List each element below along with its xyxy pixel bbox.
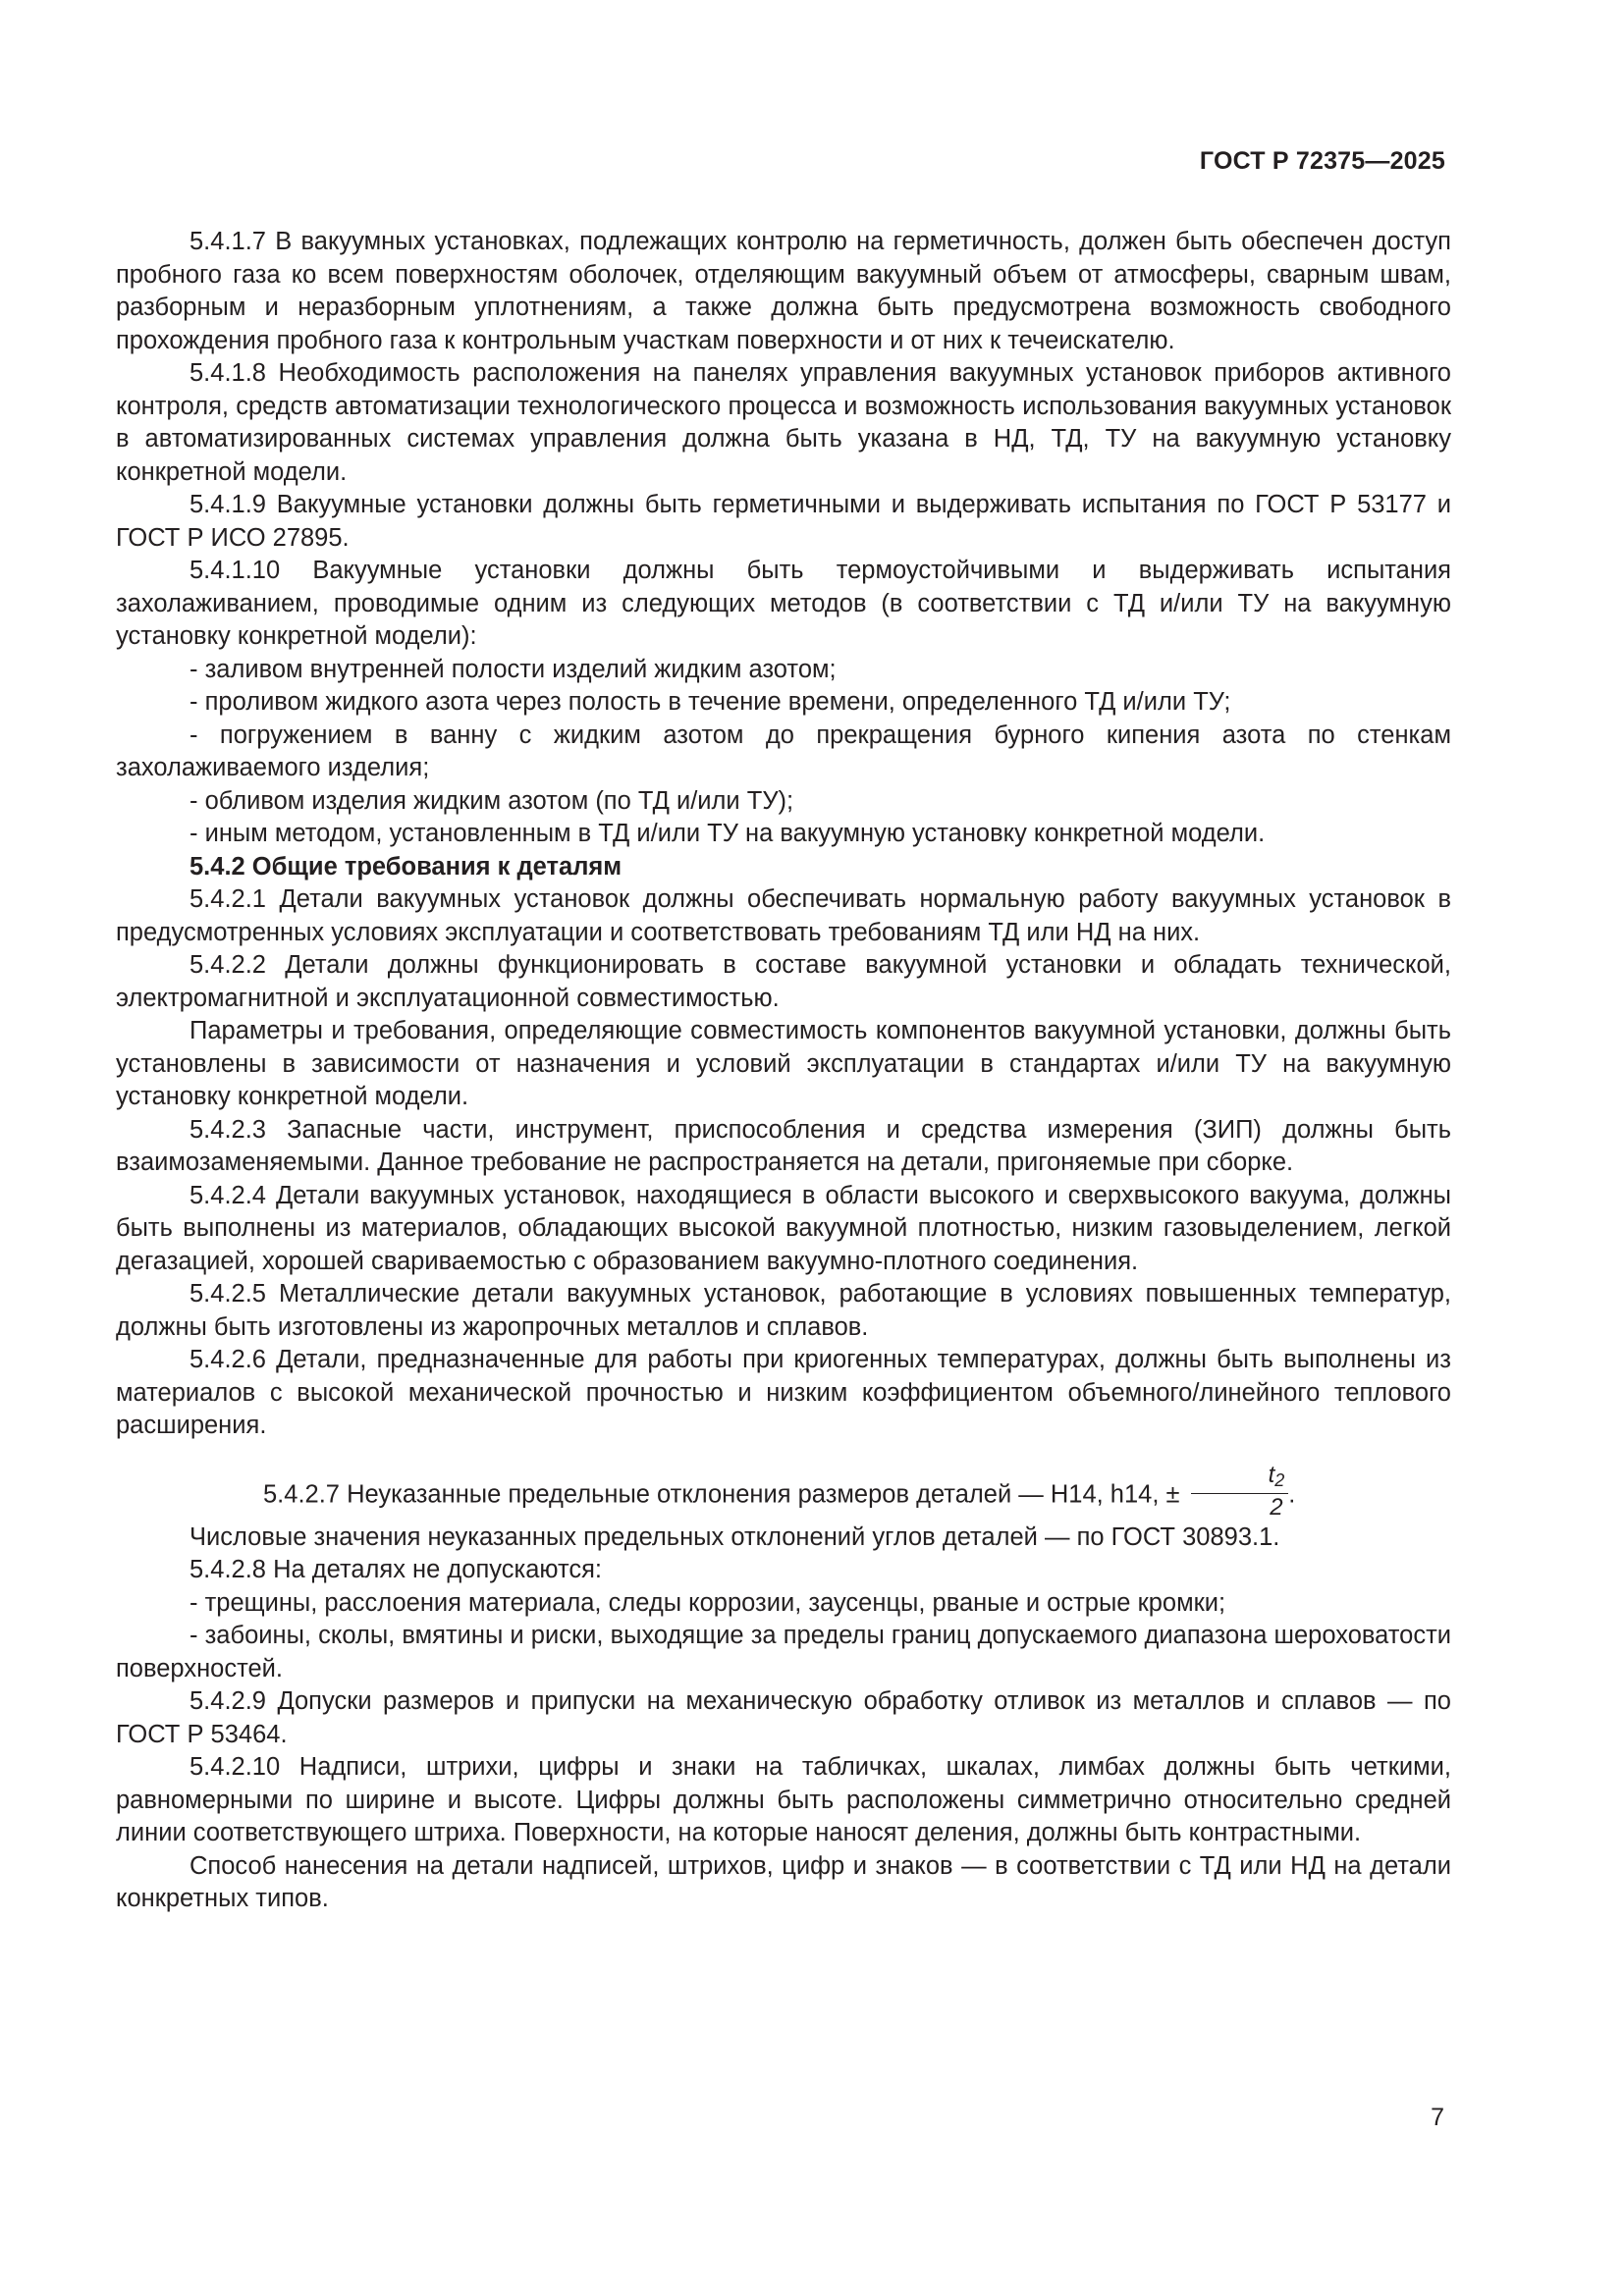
list-item: - трещины, расслоения материала, следы коррозии, заусенцы, рваные и острые кромки; xyxy=(189,1588,1226,1617)
fraction-t2-over-2 xyxy=(1191,1463,1289,1522)
formula-line xyxy=(189,1461,1296,1525)
paragraph-compatibility: Параметры и требования, определяющие совместимость компонентов вакуумной установки, должны быть установлены в зависимости от назначения и условий эксплуатации в стандартах и/или ТУ на вакуумную установку конкретной модели. xyxy=(116,1017,1451,1110)
paragraph-5-4-1-8: 5.4.1.8 Необходимость расположения на панелях управления вакуумных установок приборов активного контроля, средств автоматизации технологического процесса и возможность использования вакуумных установок в автоматизированных системах управления должна быть указана в НД, ТД, ТУ на вакуумную установку конкретной модели. xyxy=(116,359,1451,486)
list-item: - заливом внутренней полости изделий жидким азотом; xyxy=(189,655,837,683)
paragraph-5-4-2-8: 5.4.2.8 На деталях не допускаются: xyxy=(189,1556,602,1583)
formula-period: . xyxy=(1288,1480,1296,1509)
fraction-denominator: 2 xyxy=(1270,1493,1283,1521)
paragraph-5-4-1-10: 5.4.1.10 Вакуумные установки должны быть термоустойчивыми и выдерживать испытания захолаживанием, проводимые одним из следующих методов (в соответствии с ТД и/или ТУ на вакуумную установку конкретной модели): xyxy=(116,557,1451,650)
numerator-symbol: t xyxy=(1268,1461,1275,1488)
paragraph-5-4-1-7: 5.4.1.7 В вакуумных установках, подлежащих контролю на герметичность, должен быть обеспечен доступ пробного газа ко всем поверхностям оболочек, отделяющим вакуумный объем от атмосферы, сварным швам, разборным и неразборным уплотнениям, а также должна быть предусмотрена возможность свободного прохождения пробного газа к контрольным участкам поверхности и от них к течеискателю. xyxy=(116,228,1451,354)
paragraph-5-4-2-2: 5.4.2.2 Детали должны функционировать в составе вакуумной установки и обладать технической, электромагнитной и эксплуатационной совместимостью. xyxy=(116,951,1451,1012)
section-heading-5-4-2: 5.4.2 Общие требования к деталям xyxy=(189,852,623,881)
list-item: - погружением в ванну с жидким азотом до прекращения бурного кипения азота по стенкам захолаживаемого изделия; xyxy=(116,721,1451,781)
page-number: 7 xyxy=(1431,2104,1444,2131)
paragraph-5-4-2-10: 5.4.2.10 Надписи, штрихи, цифры и знаки на табличках, шкалах, лимбах должны быть четкими, равномерными по ширине и высоте. Цифры должны быть расположены симметрично относительно средней линии соответствующего штриха. Поверхности, на которые наносят деления, должны быть контрастными. xyxy=(116,1753,1451,1846)
list-item: - обливом изделия жидким азотом (по ТД и/или ТУ); xyxy=(189,786,794,815)
paragraph-5-4-2-9: 5.4.2.9 Допуски размеров и припуски на механическую обработку отливок из металлов и сплавов — по ГОСТ Р 53464. xyxy=(116,1687,1451,1748)
paragraph-5-4-2-6: 5.4.2.6 Детали, предназначенные для работы при криогенных температурах, должны быть выполнены из материалов с высокой механической прочностью и низким коэффициентом объемного/линейного теплового расширения. xyxy=(116,1346,1451,1439)
formula-text: 5.4.2.7 Неуказанные предельные отклонения размеров деталей — H14, h14, ± xyxy=(263,1480,1180,1509)
paragraph-5-4-2-3: 5.4.2.3 Запасные части, инструмент, приспособления и средства измерения (ЗИП) должны быть взаимозаменяемыми. Данное требование не распространяется на детали, пригоняемые при сборке. xyxy=(116,1115,1451,1176)
paragraph-angle-deviations: Числовые значения неуказанных предельных отклонений углов деталей — по ГОСТ 30893.1. xyxy=(189,1522,1280,1551)
fraction-numerator xyxy=(1191,1463,1289,1494)
numerator-subscript: 2 xyxy=(1274,1469,1285,1490)
paragraph-5-4-2-5: 5.4.2.5 Металлические детали вакуумных установок, работающие в условиях повышенных температур, должны быть изготовлены из жаропрочных металлов и сплавов. xyxy=(116,1280,1451,1341)
list-item: - проливом жидкого азота через полость в течение времени, определенного ТД и/или ТУ; xyxy=(189,688,1231,716)
paragraph-5-4-2-7 xyxy=(116,1453,1451,1521)
list-item: - иным методом, установленным в ТД и/или ТУ на вакуумную установку конкретной модели. xyxy=(189,820,1266,847)
paragraph-marking-method: Способ нанесения на детали надписей, штрихов, цифр и знаков — в соответствии с ТД или НД на детали конкретных типов. xyxy=(116,1851,1451,1912)
document-body xyxy=(116,226,1451,1916)
paragraph-5-4-1-9: 5.4.1.9 Вакуумные установки должны быть герметичными и выдерживать испытания по ГОСТ Р 53177 и ГОСТ Р ИСО 27895. xyxy=(116,491,1451,552)
document-header: ГОСТ Р 72375—2025 xyxy=(1199,147,1445,175)
list-item: - забоины, сколы, вмятины и риски, выходящие за пределы границ допускаемого диапазона шероховатости поверхностей. xyxy=(116,1622,1451,1682)
paragraph-5-4-2-1: 5.4.2.1 Детали вакуумных установок должны обеспечивать нормальную работу вакуумных установок в предусмотренных условиях эксплуатации и соответствовать требованиям ТД или НД на них. xyxy=(116,885,1451,946)
paragraph-5-4-2-4: 5.4.2.4 Детали вакуумных установок, находящиеся в области высокого и сверхвысокого вакуума, должны быть выполнены из материалов, обладающих высокой вакуумной плотностью, низким газовыделением, легкой дегазацией, хорошей свариваемостью с образованием вакуумно-плотного соединения. xyxy=(116,1181,1451,1275)
